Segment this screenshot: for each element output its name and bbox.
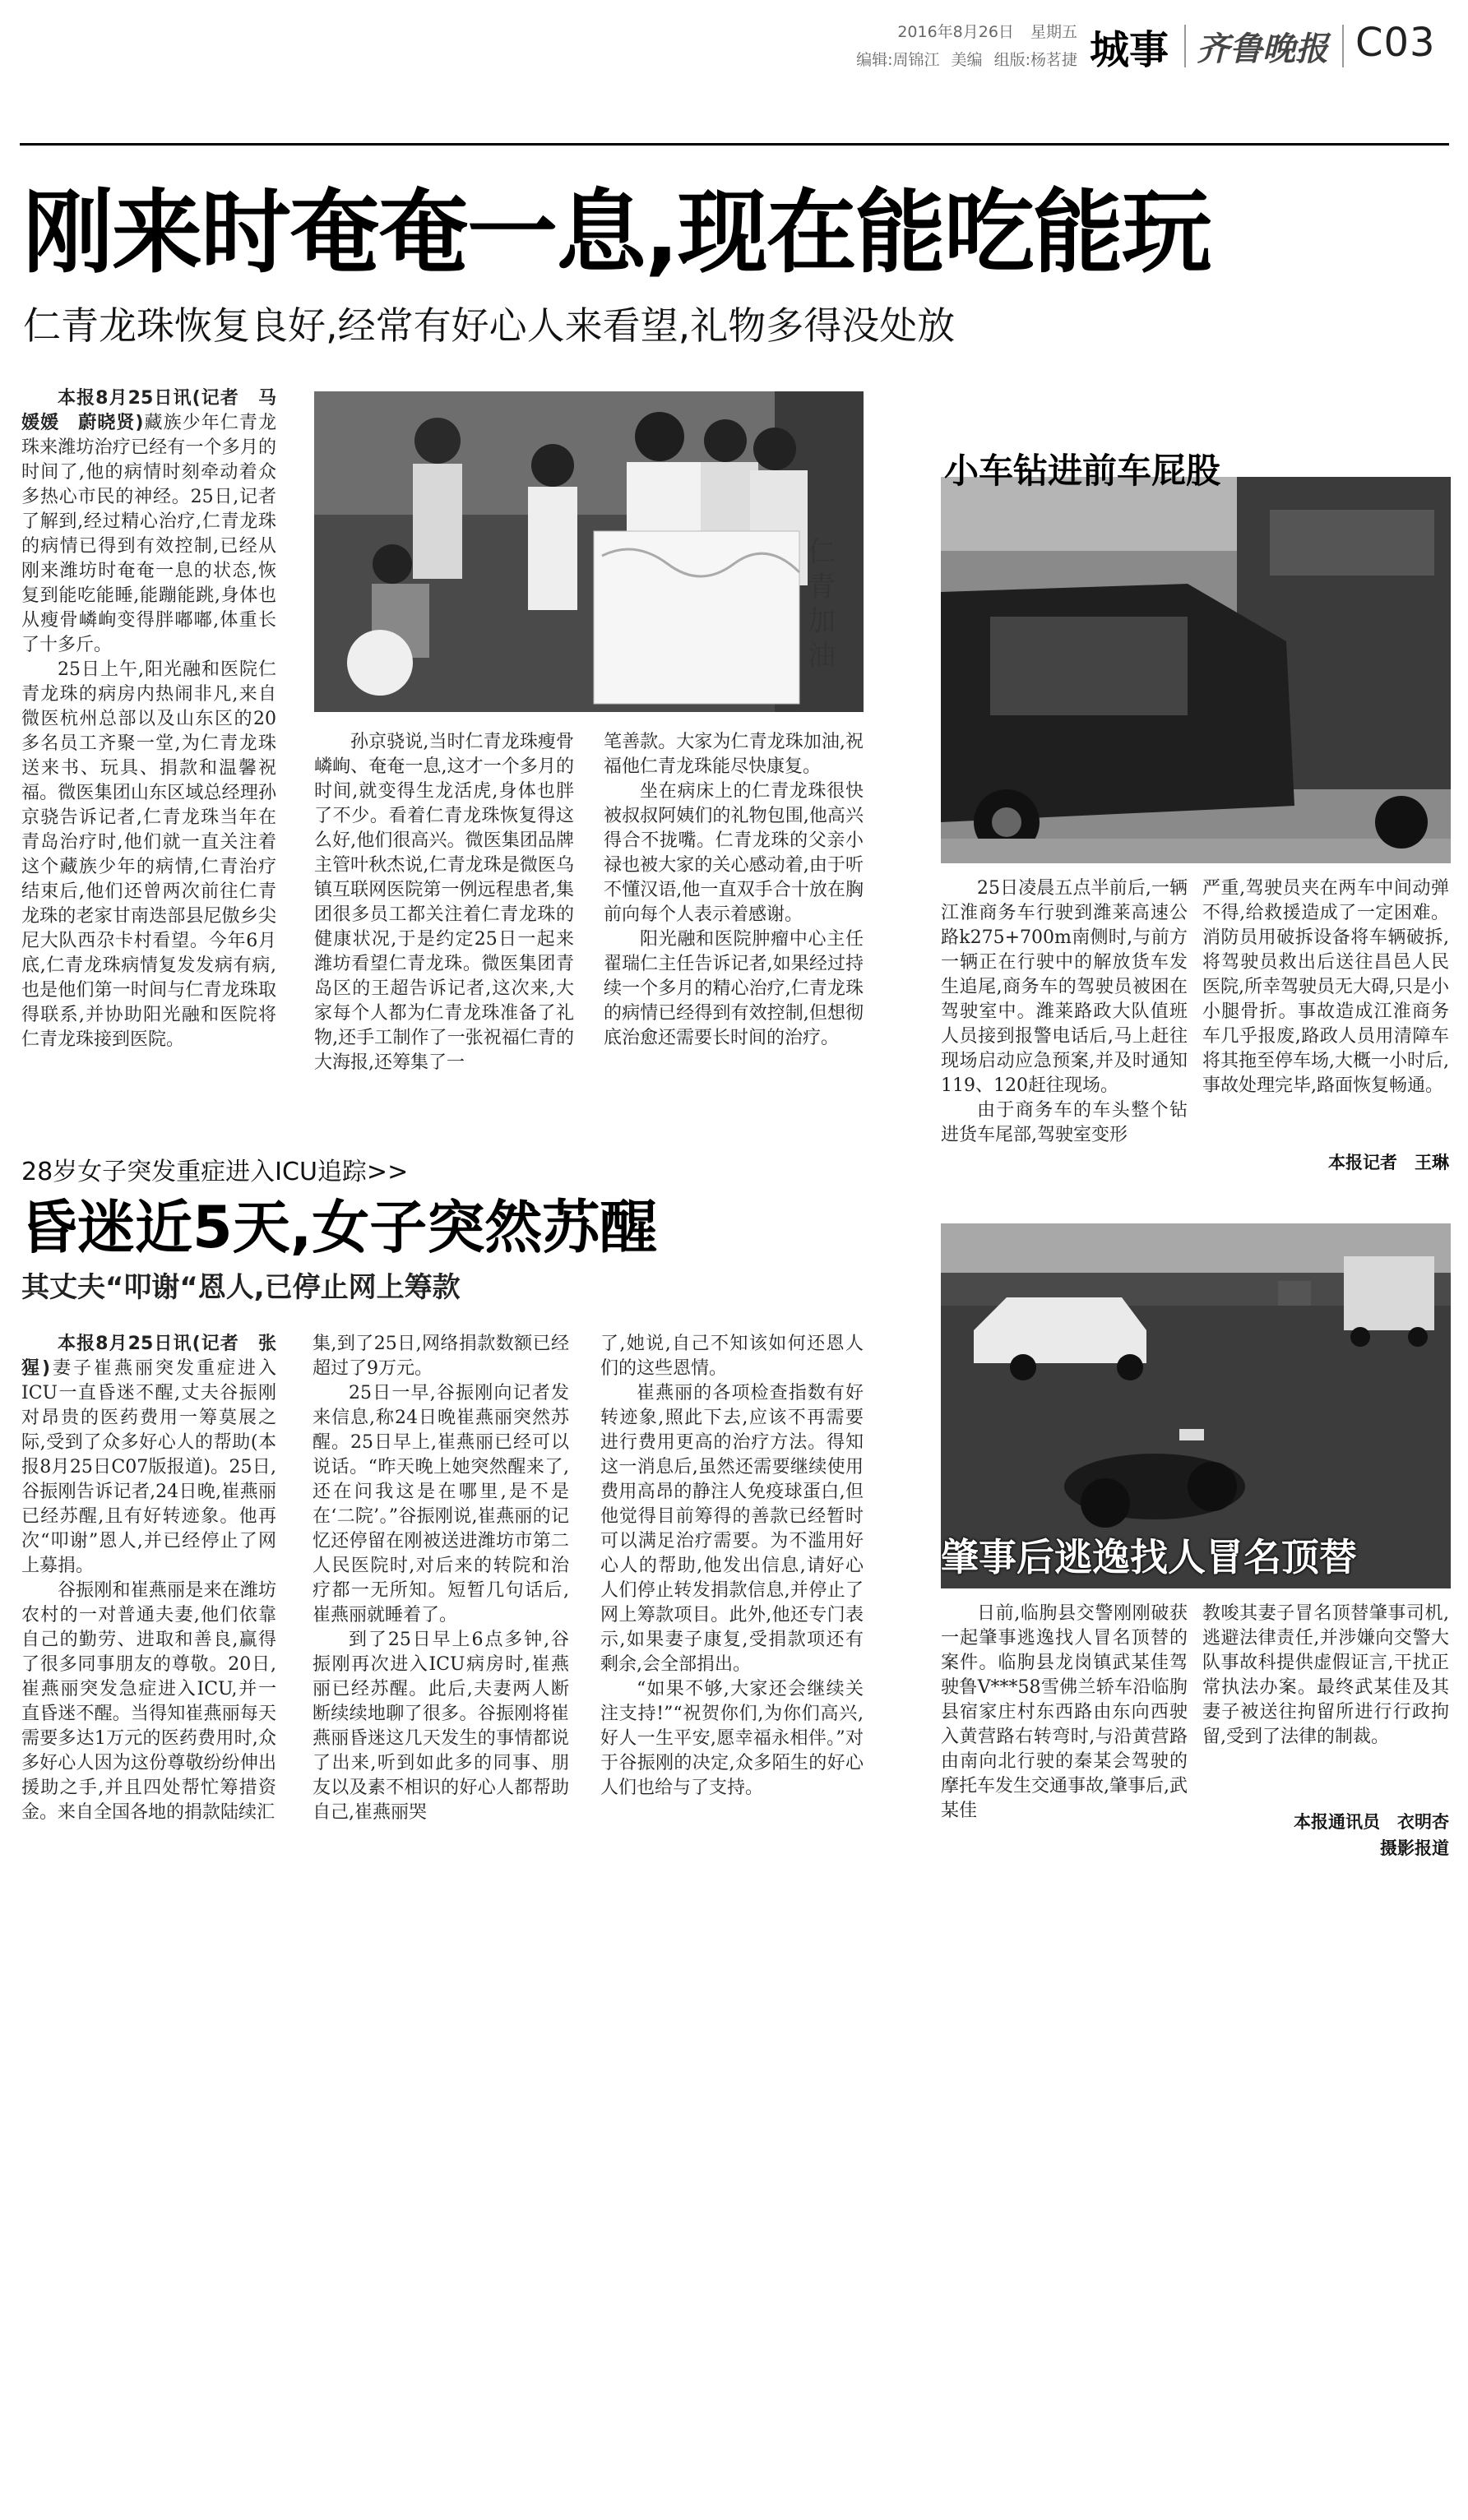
story3-column-2 [313,1332,569,1858]
poster-text: 仁青加油 [808,536,836,673]
issue-weekday: 星期五 [1030,23,1077,41]
story2-paragraph: 由于商务车的车头整个钻进货车尾部,驾驶室变形 [941,1100,1188,1145]
story3-paragraph: 了,她说,自己不知该如何还恩人们的这些恩情。 [600,1334,864,1379]
story3-paragraph: 到了25日早上6点多钟,谷振刚再次进入ICU病房时,崔燕丽已经苏醒。此后,夫妻两人断断续续地聊了很多。谷振刚将崔燕丽昏迷这几天发生的事情都说了出来,听到如此多的同事、朋友以及素不相识的好心人都帮助自己,崔燕丽哭 [313,1630,569,1823]
story1-paragraph: 25日上午,阳光融和医院仁青龙珠的病房内热闹非凡,来自微医杭州总部以及山东区的20多名员工齐聚一堂,为仁青龙珠送来书、玩具、捐款和温馨祝福。微医集团山东区域总经理孙京骁告诉记者,仁青龙珠当年在青岛治疗时,他们就一直关注着这个藏族少年的病情,仁青治疗结束后,他们还曾两次前往仁青龙珠的老家甘南迭部县尼傲乡尖尼大队西尕卡村看望。今年6月底,仁青龙珠病情复发发病有病,也是他们第一时间与仁青龙珠取得联系,并协助阳光融和医院将仁青龙珠接到医院。 [21,659,276,1050]
story1-paragraph: 藏族少年仁青龙珠来潍坊治疗已经有一个多月的时间了,他的病情时刻牵动着众多热心市民的神经。25日,记者了解到,经过精心治疗,仁青龙珠的病情已得到有效控制,已经从刚来潍坊时奄奄一息的状态,恢复到能吃能睡,能蹦能跳,身体也从瘦骨嶙峋变得胖嘟嘟,体重长了十多斤。 [21,413,276,655]
story1-paragraph: 坐在病床上的仁青龙珠很快被叔叔阿姨们的礼物包围,他高兴得合不拢嘴。仁青龙珠的父亲小禄也被大家的关心感动着,由于听不懂汉语,他一直双手合十放在胸前向每个人表示着感谢。 [604,781,864,925]
story4-photo [941,1223,1451,1588]
story4-credit-reporter: 本报通讯员 衣明杏 [1294,1812,1449,1832]
masthead-divider-1 [1184,25,1186,67]
designer-credit: 美编 [951,51,983,69]
story4-paragraph: 日前,临朐县交警刚刚破获一起肇事逃逸找人冒名顶替的案件。临朐县龙岗镇武某佳驾驶鲁V***58雪佛兰轿车沿临朐县宿家庄村东西路由东向西驶入黄营路右转弯时,与沿黄营路由南向北行驶的秦某会驾驶的摩托车发生交通事故,肇事后,武某佳 [941,1603,1188,1821]
story1-column-3 [604,730,864,1102]
page-number: C03 [1355,20,1436,66]
masthead-dateline [872,20,1077,42]
story3-headline: 昏迷近5天,女子突然苏醒 [20,1194,658,1261]
story2-column-2 [1202,876,1449,1148]
story1-paragraph: 阳光融和医院肿瘤中心主任翟瑞仁主任告诉记者,如果经过持续一个多月的精心治疗,仁青龙珠的病情已经得到有效控制,但想彻底治愈还需要长时间的治疗。 [604,929,864,1048]
story4-column-1 [941,1602,1188,1881]
story3-paragraph: 25日一早,谷振刚向记者发来信息,称24日晚崔燕丽突然苏醒。25日早上,崔燕丽已经可以说话。“昨天晚上她突然醒来了,还在问我这是在哪里,是不是在‘二院’。”谷振刚说,崔燕丽的记忆还停留在刚被送进潍坊市第二人民医院时,对后来的转院和治疗都一无所知。短暂几句话后,崔燕丽就睡着了。 [313,1383,569,1625]
story3-paragraph: 崔燕丽的各项检查指数有好转迹象,照此下去,应该不再需要进行费用更高的治疗方法。得知这一消息后,虽然还需要继续使用费用高昂的静注人免疫球蛋白,但他觉得目前筹得的善款已经暂时可以满足治疗需要。为不滥用好心人的帮助,他发出信息,请好心人们停止转发捐款信息,并停止了网上筹款项目。此外,他还专门表示,如果妻子康复,受捐款项还有剩余,会全部捐出。 [600,1383,864,1675]
story3-paragraph: 集,到了25日,网络捐款数额已经超过了9万元。 [313,1334,569,1379]
story1-paragraph: 笔善款。大家为仁青龙珠加油,祝福他仁青龙珠能尽快康复。 [604,732,864,777]
story1-dateline: 本报8月25日讯(记者 马媛媛 蔚晓贤) [21,388,276,433]
story3-column-3 [600,1332,864,1858]
story1-subhead: 仁青龙珠恢复良好,经常有好心人来看望,礼物多得没处放 [23,303,956,348]
story2-title: 小车钻进前车屁股 [944,451,1221,491]
story4-title: 肇事后逃逸找人冒名顶替 [941,1535,1357,1579]
section-name: 城事 [1090,27,1169,73]
story3-paragraph: “如果不够,大家还会继续关注支持!”“祝贺你们,为你们高兴,好人一生平安,愿幸福永相伴。”对于谷振刚的决定,众多陌生的好心人们也给与了支持。 [600,1679,864,1798]
story1-paragraph: 孙京骁说,当时仁青龙珠瘦骨嶙峋、奄奄一息,这才一个多月的时间,就变得生龙活虎,身体也胖了不少。看着仁青龙珠恢复得这么好,他们很高兴。微医集团品牌主管叶秋杰说,仁青龙珠是微医乌镇互联网医院第一例远程患者,集团很多员工都关注着仁青龙珠的健康状况,于是约定25日一起来潍坊看望仁青龙珠。微医集团青岛区的王超告诉记者,这次来,大家每个人都为仁青龙珠准备了礼物,还手工制作了一张祝福仁青的大海报,还筹集了一 [314,732,574,1073]
story3-subhead: 其丈夫“叩谢“恩人,已停止网上筹款 [21,1271,461,1304]
story2-paragraph: 严重,驾驶员夹在两车中间动弹不得,给救援造成了一定困难。消防员用破拆设备将车辆破拆,将驾驶员救出后送往昌邑人民医院,所幸驾驶员无大碍,只是小小腿骨折。事故造成江淮商务车几乎报废,路政人员用清障车将其拖至停车场,大概一小时后,事故处理完毕,路面恢复畅通。 [1202,878,1449,1096]
story1-headline: 刚来时奄奄一息,现在能吃能玩 [23,180,1211,285]
story3-column-1 [21,1332,276,1858]
story4-paragraph: 教唆其妻子冒名顶替肇事司机,逃避法律责任,并涉嫌向交警大队事故科提供虚假证言,干扰正常执法办案。最终武某佳及其妻子被送往拘留所进行行政拘留,受到了法律的制裁。 [1202,1603,1449,1747]
story2-paragraph: 25日凌晨五点半前后,一辆江淮商务车行驶到潍莱高速公路k275+700m南侧时,与前方一辆正在行驶中的解放货车发生追尾,商务车的驾驶员被困在驾驶室中。潍莱路政大队值班人员接到报警电话后,马上赶往现场启动应急预案,并及时通知119、120赶往现场。 [941,878,1188,1096]
story1-photo-scene [314,391,864,712]
story1-column-2 [314,730,574,1102]
story2-photo-scene [941,477,1451,863]
editor-credit: 编辑:周锦江 [856,51,940,69]
masthead-divider-2 [1342,25,1344,67]
story1-photo [314,391,864,712]
story3-dateline: 本报8月25日讯(记者 张猩) [21,1334,276,1379]
story4-credit-photo: 摄影报道 [1380,1838,1449,1858]
top-rule [20,143,1449,146]
story4-column-2 [1202,1602,1449,1807]
issue-date: 2016年8月26日 [897,23,1014,41]
newspaper-logo: 齐鲁晚报 [1197,30,1328,68]
story3-paragraph: 谷振刚和崔燕丽是来在潍坊农村的一对普通夫妻,他们依靠自己的勤劳、进取和善良,赢得了很多同事朋友的尊敬。20日,崔燕丽突发急症进入ICU,并一直昏迷不醒。当得知崔燕丽每天需要多达1万元的医药费用时,众多好心人因为这份尊敬纷纷伸出援助之手,并且四处帮忙筹措资金。来自全国各地的捐款陆续汇 [21,1580,276,1823]
story2-photo [941,477,1451,863]
proof-credit: 组版:杨茗捷 [993,51,1077,69]
story3-paragraph: 妻子崔燕丽突发重症进入ICU一直昏迷不醒,丈夫谷振刚对昂贵的医药费用一筹莫展之际,受到了众多好心人的帮助(本报8月25日C07版报道)。25日,谷振刚告诉记者,24日晚,崔燕丽已经苏醒,且有好转迹象。他再次“叩谢”恩人,并已经停止了网上募捐。 [21,1358,276,1576]
story3-kicker: 28岁女子突发重症进入ICU追踪>> [21,1158,409,1186]
story2-credit: 本报记者 王琳 [1328,1153,1449,1172]
story1-column-1 [21,386,276,1102]
story2-column-1 [941,876,1188,1181]
masthead-staff [790,48,1077,70]
